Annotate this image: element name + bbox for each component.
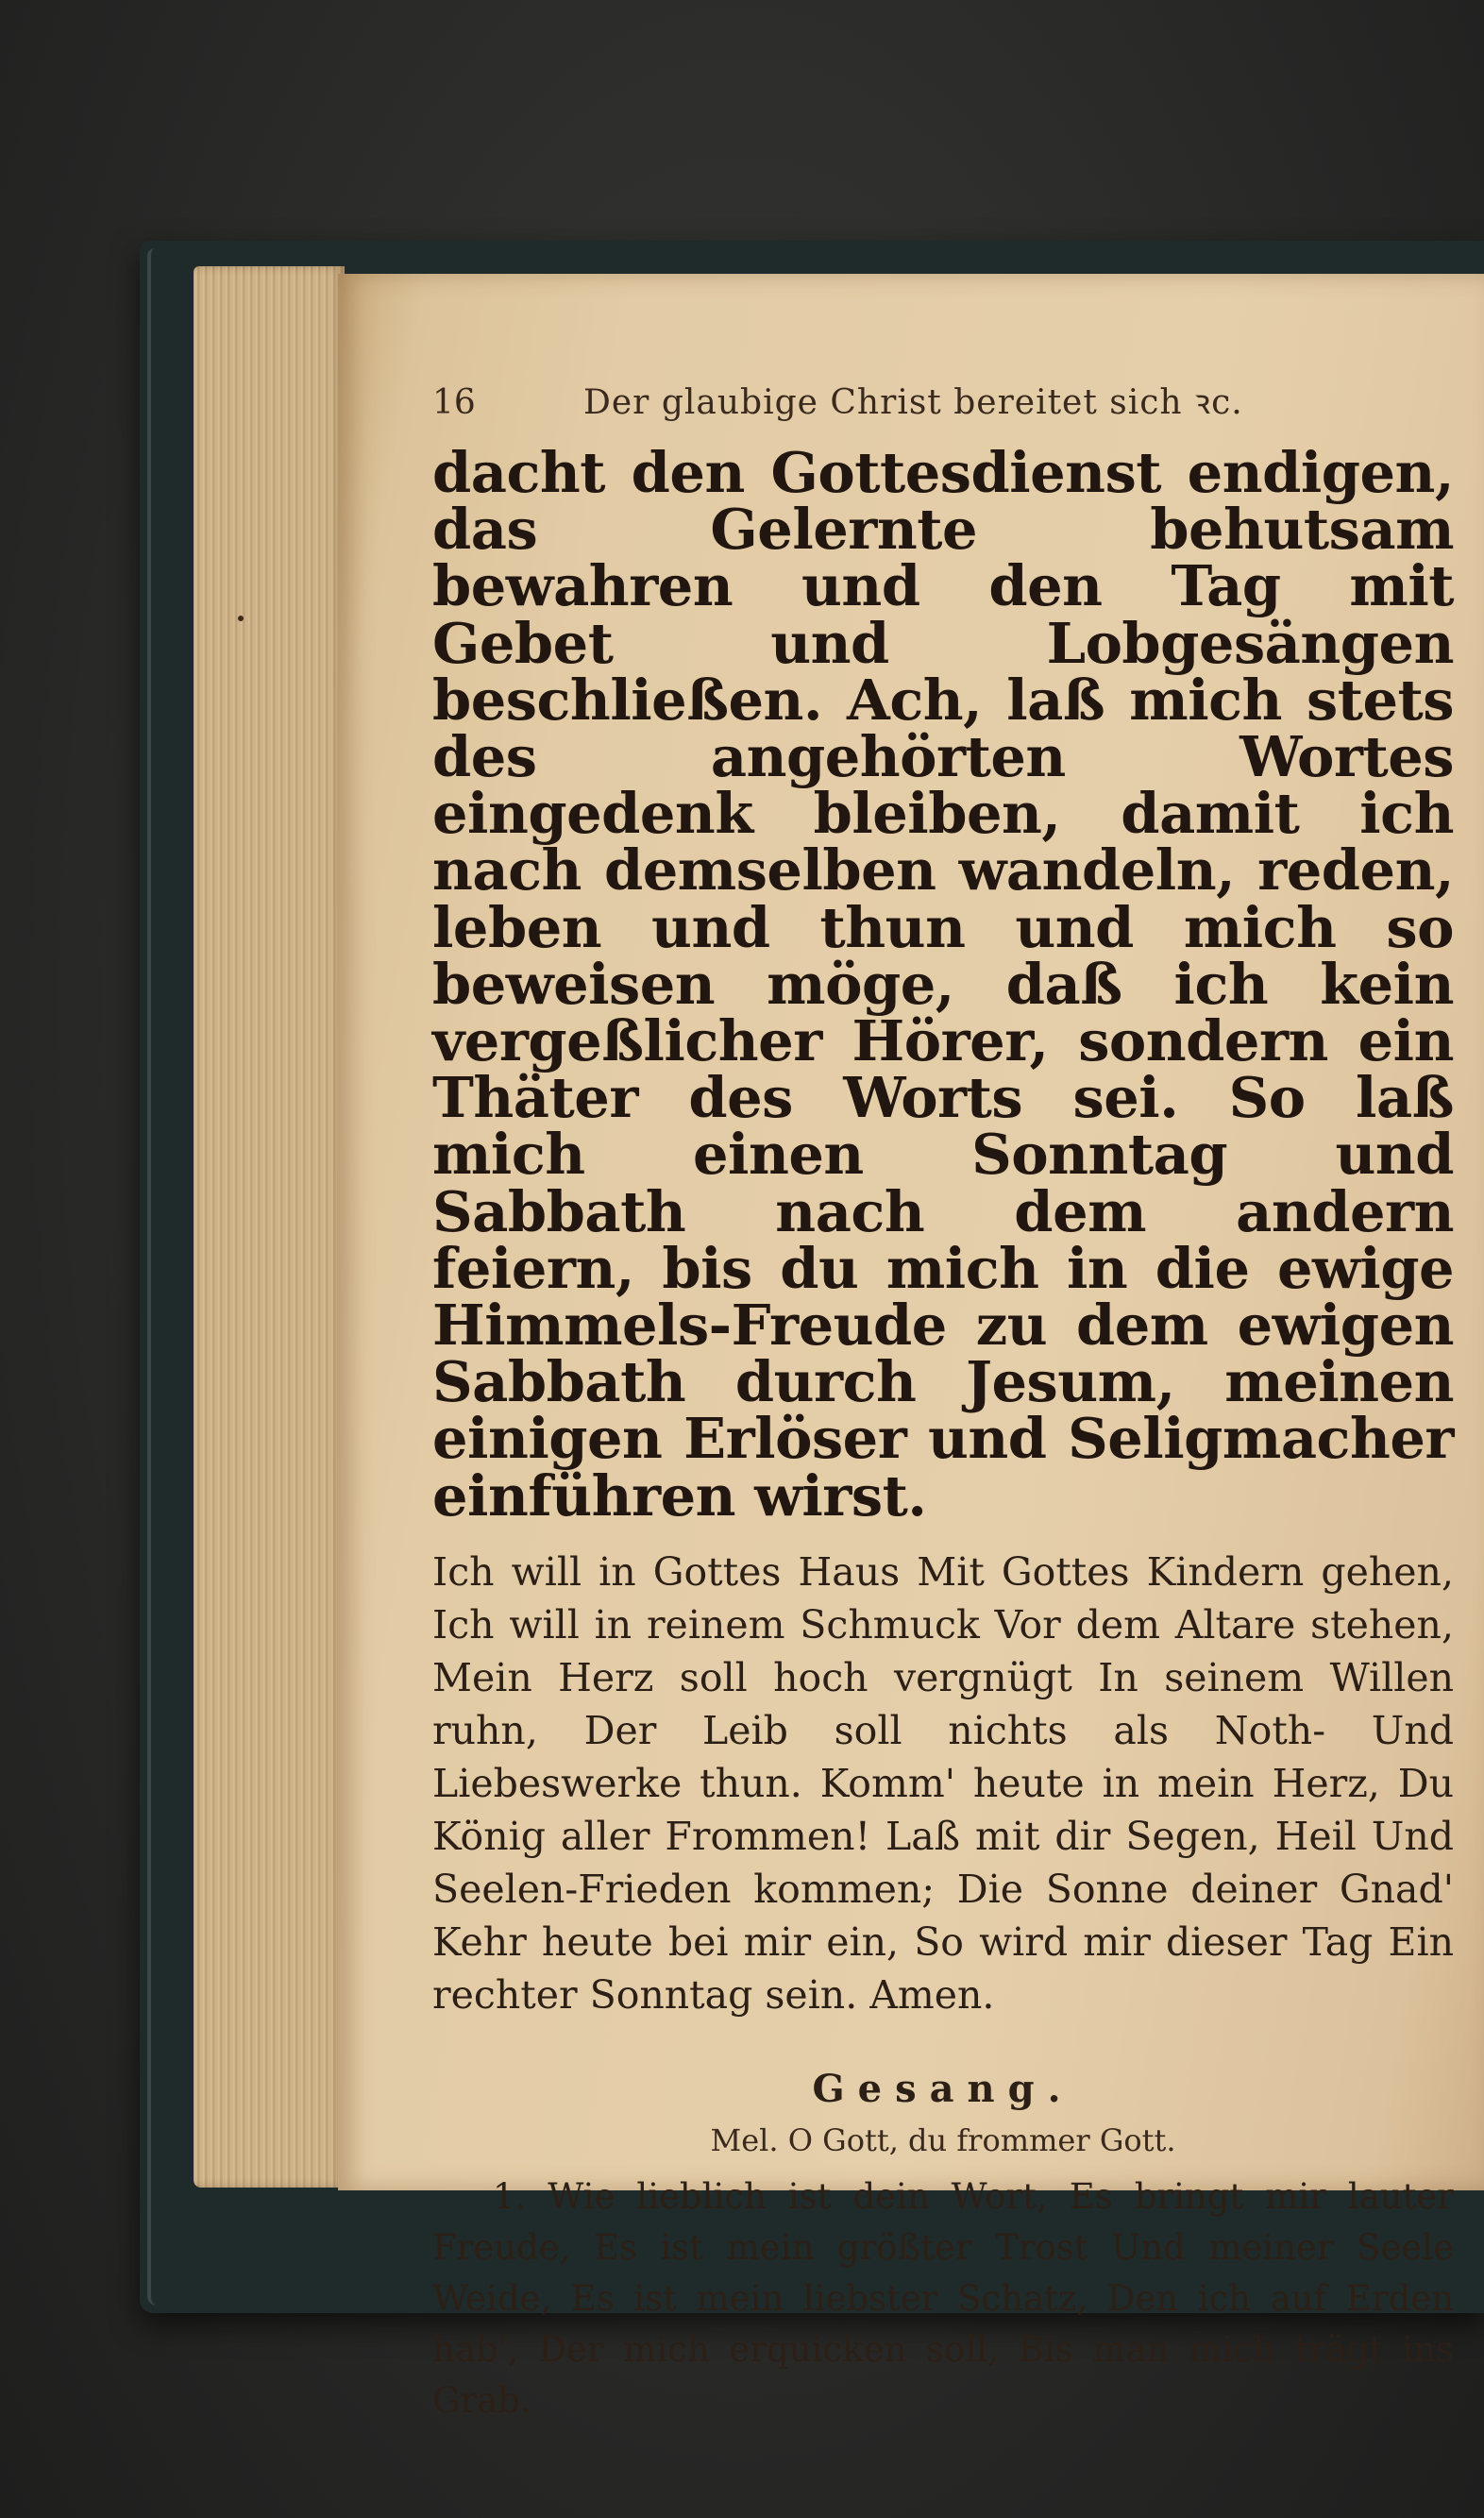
page-number: 16 — [432, 383, 476, 422]
page-content — [432, 378, 1454, 2426]
melody-line: Mel. O Gott, du frommer Gott. — [710, 2121, 1176, 2158]
verse-text: Wie lieblich ist dein Wort, Es bringt mir lauter Freude, Es ist mein größter Trost Und meiner Seele Weide, Es ist mein liebster Schatz, Den ich auf Erden hab', Der mich erquicken soll, Bis man mich trägt ins Grab. — [432, 2175, 1454, 2421]
page-edges — [194, 266, 345, 2188]
song-verse — [432, 2172, 1454, 2426]
hymn-intro-text: Ich will in Gottes Haus Mit Gottes Kindern gehen, Ich will in reinem Schmuck Vor dem Altare stehen, Mein Herz soll hoch vergnügt In seinem Willen ruhn, Der Leib soll nichts als Noth- Und Liebeswerke thun. Komm' heute in mein Herz, Du König aller Frommen! Laß mit dir Segen, Heil Und Seelen-Frieden kommen; Die Sonne deiner Gnad' Kehr heute bei mir ein, So wird mir dieser Tag Ein rechter Sonntag sein. Amen. — [432, 1548, 1454, 2018]
page-header — [432, 378, 1454, 424]
prayer-text: dacht den Gottesdienst endigen, das Gelernte behutsam bewahren und den Tag mit Gebet und Lobgesängen beschließen. Ach, laß mich stets des angehörten Wortes eingedenk bleiben, damit ich nach demselben wandeln, reden, leben und thun und mich so beweisen möge, daß ich kein vergeßlicher Hörer, sondern ein Thäter des Worts sei. So laß mich einen Sonntag und Sabbath nach dem andern feiern, bis du mich in die ewige Himmels-Freude zu dem ewigen Sabbath durch Jesum, meinen einigen Erlöser und Seligmacher einführen wirst. — [432, 440, 1454, 1529]
page-mark — [238, 616, 244, 621]
verse-number: 1. — [493, 2175, 527, 2217]
running-head: Der glaubige Christ bereitet sich ꝛc. — [583, 383, 1243, 422]
book-page — [338, 274, 1484, 2421]
song-title: Gesang. — [812, 2066, 1074, 2111]
